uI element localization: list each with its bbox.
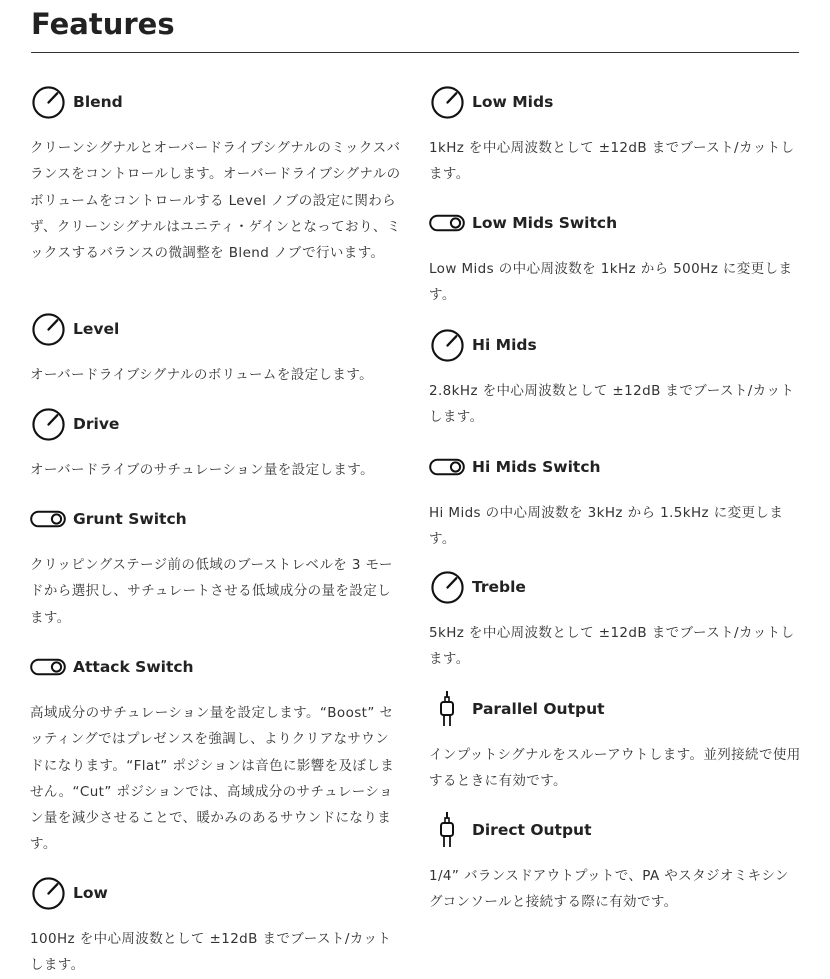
feature-grunt-switch [30, 501, 402, 631]
page-title: Features [31, 7, 175, 41]
feature-description: クリッピングステージ前の低域のブーストレベルを 3 モードから選択し、サチュレートさせる低域成分の量を設定します。 [30, 557, 393, 626]
knob-icon [429, 569, 465, 605]
feature-description: 100Hz を中心周波数として ±12dB までブースト/カットします。 [30, 931, 392, 974]
knob-icon [429, 84, 465, 120]
feature-name: Hi Mids [472, 336, 537, 354]
knob-icon [30, 406, 66, 442]
feature-parallel-output [429, 691, 801, 795]
feature-description: 5kHz を中心周波数として ±12dB までブースト/カットします。 [429, 625, 795, 668]
feature-attack-switch [30, 649, 402, 858]
feature-name: Drive [73, 415, 120, 433]
title-divider [31, 52, 799, 53]
feature-name: Level [73, 320, 120, 338]
toggle-switch-icon [30, 501, 66, 537]
feature-low [30, 875, 402, 979]
jack-plug-icon [429, 812, 465, 848]
feature-treble [429, 569, 801, 673]
feature-name: Direct Output [472, 821, 592, 839]
toggle-switch-icon [30, 649, 66, 685]
feature-hi-mids [429, 327, 801, 431]
feature-hi-mids-switch [429, 449, 801, 553]
feature-name: Grunt Switch [73, 510, 187, 528]
feature-blend [30, 84, 402, 266]
feature-level [30, 311, 402, 388]
feature-name: Low [73, 884, 108, 902]
feature-description: 1/4” バランスドアウトプットで、PA やスタジオミキシングコンソールと接続する際に有効です。 [429, 868, 789, 911]
knob-icon [429, 327, 465, 363]
feature-name: Low Mids [472, 93, 554, 111]
feature-description: Hi Mids の中心周波数を 3kHz から 1.5kHz に変更します。 [429, 505, 784, 548]
feature-description: Low Mids の中心周波数を 1kHz から 500Hz に変更します。 [429, 261, 793, 304]
feature-direct-output [429, 812, 801, 916]
feature-name: Treble [472, 578, 526, 596]
feature-description: 高域成分のサチュレーション量を設定します。“Boost” セッティングではプレゼンスを強調し、よりクリアなサウンドになります。“Flat” ポジションは音色に影響を及ぼしません。“Cut” ポジションでは、高域成分のサチュレーション量を減少させることで、暖かみのあるサウンドになります。 [30, 705, 395, 853]
feature-description: 2.8kHz を中心周波数として ±12dB までブースト/カットします。 [429, 383, 795, 426]
feature-name: Hi Mids Switch [472, 458, 601, 476]
knob-icon [30, 311, 66, 347]
feature-name: Blend [73, 93, 123, 111]
jack-plug-icon [429, 691, 465, 727]
feature-name: Parallel Output [472, 700, 605, 718]
feature-description: クリーンシグナルとオーバードライブシグナルのミックスバランスをコントロールします。オーバードライブシグナルのボリュームをコントロールする Level ノブの設定に関わらず、クリーンシグナルはユニティ・ゲインとなっており、ミックスするバランスの微調整を Blend ノブで行います。 [30, 140, 401, 262]
feature-description: オーバードライブのサチュレーション量を設定します。 [30, 462, 374, 478]
feature-low-mids-switch [429, 205, 801, 309]
toggle-switch-icon [429, 449, 465, 485]
feature-description: インプットシグナルをスルーアウトします。並列接続で使用するときに有効です。 [429, 747, 801, 790]
feature-low-mids [429, 84, 801, 188]
toggle-switch-icon [429, 205, 465, 241]
feature-name: Attack Switch [73, 658, 194, 676]
feature-drive [30, 406, 402, 483]
feature-description: オーバードライブシグナルのボリュームを設定します。 [30, 367, 374, 383]
feature-description: 1kHz を中心周波数として ±12dB までブースト/カットします。 [429, 140, 795, 183]
knob-icon [30, 875, 66, 911]
knob-icon [30, 84, 66, 120]
feature-name: Low Mids Switch [472, 214, 618, 232]
